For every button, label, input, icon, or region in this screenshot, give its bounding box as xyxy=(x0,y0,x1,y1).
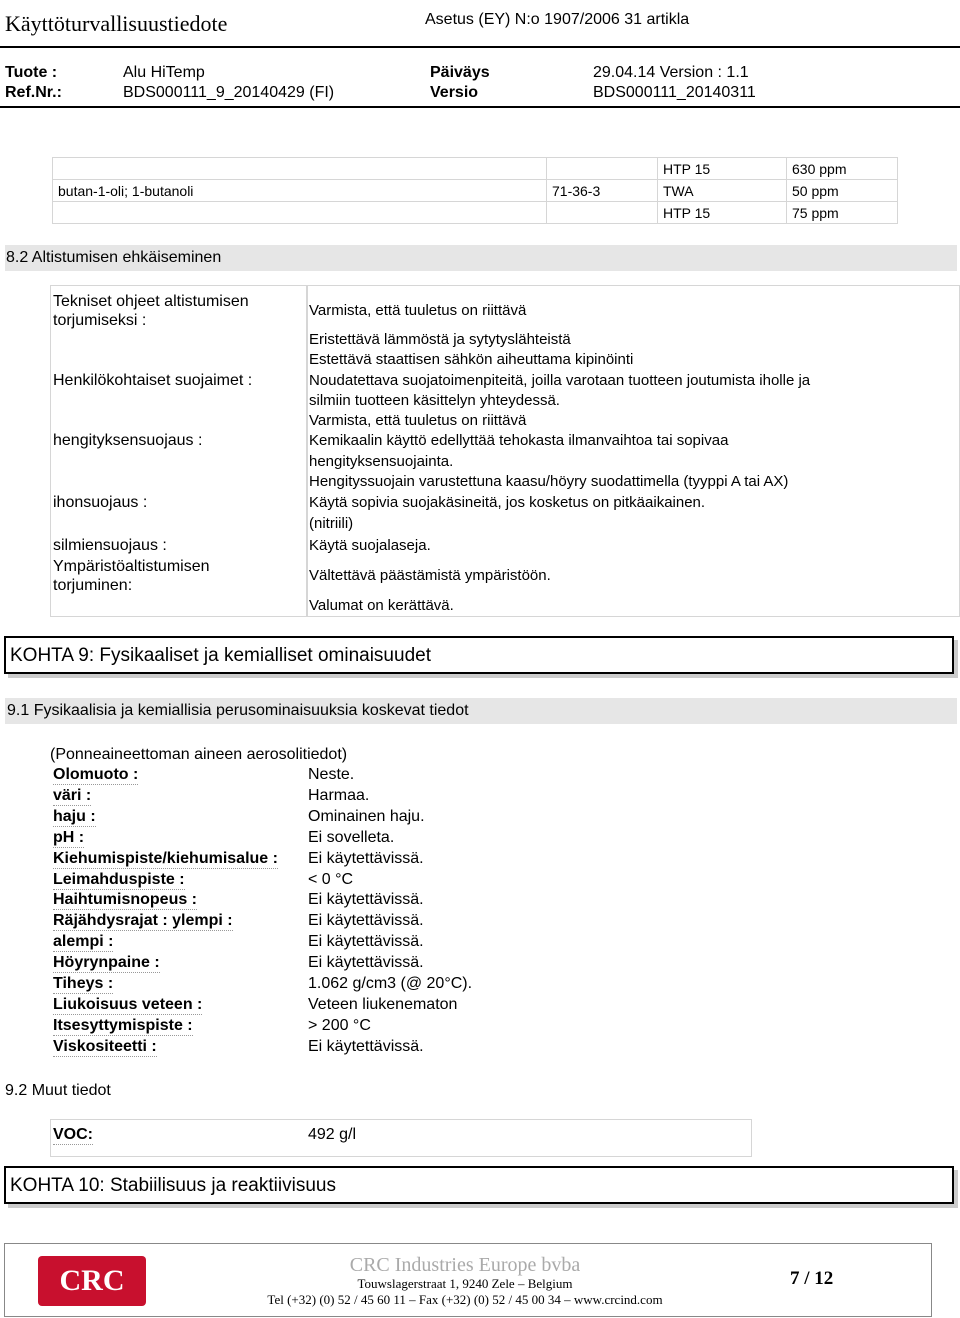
respiratory-protection-line: Kemikaalin käyttö edellyttää tehokasta ilmanvaihtoa tai sopivaa xyxy=(309,432,729,449)
voc-value: 492 g/l xyxy=(308,1126,357,1143)
personal-protection-label: Henkilökohtaiset suojaimet : xyxy=(53,372,253,389)
property-label: Olomuoto : xyxy=(53,766,139,783)
property-value: Ei käytettävissä. xyxy=(308,850,424,867)
substance-name-cell: butan-1-oli; 1-butanoli xyxy=(53,180,547,202)
eye-protection-label: silmiensuojaus : xyxy=(53,537,167,554)
technical-controls-value: Varmista, että tuuletus on riittävä xyxy=(309,302,527,319)
header-divider xyxy=(0,46,960,48)
table-row xyxy=(53,180,898,202)
logo-text: CRC xyxy=(59,1264,125,1297)
property-label: väri : xyxy=(53,787,92,804)
table-row xyxy=(53,202,898,224)
section-9-1-title: 9.1 Fysikaalisia ja kemiallisia perusominaisuuksia koskevat tiedot xyxy=(7,702,469,719)
section-9-2-title: 9.2 Muut tiedot xyxy=(5,1082,111,1099)
property-value: Ominainen haju. xyxy=(308,808,425,825)
ref-value: BDS000111_9_20140429 (FI) xyxy=(123,84,335,101)
personal-protection-line: silmiin tuotteen käsittelyn yhteydessä. xyxy=(309,392,560,409)
respiratory-protection-label: hengityksensuojaus : xyxy=(53,432,203,449)
property-value: Harmaa. xyxy=(308,787,370,804)
date-label: Päiväys xyxy=(430,64,490,81)
technical-controls-label: Tekniset ohjeet altistumisen torjumiseksi : xyxy=(53,293,249,329)
skin-protection-label: ihonsuojaus : xyxy=(53,494,148,511)
property-value: < 0 °C xyxy=(308,871,354,888)
property-value: Ei käytettävissä. xyxy=(308,1038,424,1055)
environmental-exposure-label: Ympäristöaltistumisen torjuminen: xyxy=(53,558,210,594)
product-value: Alu HiTemp xyxy=(123,64,205,81)
table-row xyxy=(53,158,898,180)
section-9-title: KOHTA 9: Fysikaaliset ja kemialliset ominaisuudet xyxy=(10,645,431,666)
limit-type-cell: TWA xyxy=(658,180,787,202)
property-label: Räjähdysrajat : ylempi : xyxy=(53,912,233,929)
cas-cell xyxy=(547,158,658,180)
cas-cell: 71-36-3 xyxy=(547,180,658,202)
limit-value-cell: 75 ppm xyxy=(787,202,898,224)
property-value: Ei käytettävissä. xyxy=(308,912,424,929)
limit-type-cell: HTP 15 xyxy=(658,158,787,180)
property-label: Tiheys : xyxy=(53,975,114,992)
crc-logo xyxy=(38,1256,146,1306)
property-value: Neste. xyxy=(308,766,355,783)
section-9-1-heading xyxy=(5,698,957,724)
property-label: haju : xyxy=(53,808,96,825)
voc-label: VOC: xyxy=(53,1126,93,1143)
date-value: 29.04.14 Version : 1.1 xyxy=(593,64,749,81)
substance-name-cell xyxy=(53,202,547,224)
section-10-title: KOHTA 10: Stabiilisuus ja reaktiivisuus xyxy=(10,1175,336,1196)
ref-label: Ref.Nr.: xyxy=(5,84,62,101)
property-value: > 200 °C xyxy=(308,1017,371,1034)
property-label: Viskositeetti : xyxy=(53,1038,157,1055)
property-value: Veteen liukenematon xyxy=(308,996,458,1013)
property-label: Haihtumisnopeus : xyxy=(53,891,198,908)
eye-protection-value: Käytä suojalaseja. xyxy=(309,537,431,554)
meta-divider xyxy=(0,106,960,108)
property-label: alempi : xyxy=(53,933,114,950)
property-value: Ei käytettävissä. xyxy=(308,954,424,971)
version-label: Versio xyxy=(430,84,479,101)
personal-protection-line: Varmista, että tuuletus on riittävä xyxy=(309,412,527,429)
version-value: BDS000111_20140311 xyxy=(593,84,756,101)
skin-protection-line: Käytä sopivia suojakäsineitä, jos kosketus on pitkäaikainen. xyxy=(309,494,706,511)
personal-protection-line: Eristettävä lämmöstä ja sytytyslähteistä xyxy=(309,331,571,348)
property-label: pH : xyxy=(53,829,85,846)
environmental-exposure-line: Valumat on kerättävä. xyxy=(309,597,454,614)
company-address xyxy=(200,1276,730,1308)
property-label: Itsesyttymispiste : xyxy=(53,1017,193,1034)
company-name: CRC Industries Europe bvba xyxy=(349,1254,581,1276)
personal-protection-line: Estettävä staattisen sähkön aiheuttama kipinöinti xyxy=(309,351,634,368)
regulation-reference: Asetus (EY) N:o 1907/2006 31 artikla xyxy=(425,11,690,28)
limit-type-cell: HTP 15 xyxy=(658,202,787,224)
respiratory-protection-line: Hengityssuojain varustettuna kaasu/höyry suodattimella (tyyppi A tai AX) xyxy=(309,473,789,490)
aerosol-note: (Ponneaineettoman aineen aerosolitiedot) xyxy=(50,746,348,763)
cas-cell xyxy=(547,202,658,224)
personal-protection-line: Noudatettava suojatoimenpiteitä, joilla varotaan tuotteen joutumista iholle ja xyxy=(309,372,811,389)
section-8-2-heading xyxy=(5,245,957,271)
skin-protection-line: (nitriili) xyxy=(309,515,354,532)
section-10-header xyxy=(4,1166,954,1204)
voc-box xyxy=(50,1119,752,1157)
section-8-2-title: 8.2 Altistumisen ehkäiseminen xyxy=(6,249,222,266)
property-label: Höyrynpaine : xyxy=(53,954,160,971)
property-value: Ei käytettävissä. xyxy=(308,933,424,950)
address-line: Touwslagerstraat 1, 9240 Zele – Belgium xyxy=(357,1276,573,1291)
property-label: Kiehumispiste/kiehumisalue : xyxy=(53,850,278,867)
limit-value-cell: 50 ppm xyxy=(787,180,898,202)
product-label: Tuote : xyxy=(5,64,58,81)
substance-name-cell xyxy=(53,158,547,180)
property-value: Ei käytettävissä. xyxy=(308,891,424,908)
property-value: 1.062 g/cm3 (@ 20°C). xyxy=(308,975,473,992)
limit-value-cell: 630 ppm xyxy=(787,158,898,180)
property-label: Leimahduspiste : xyxy=(53,871,185,888)
section-9-header xyxy=(4,636,954,674)
property-label: Liukoisuus veteen : xyxy=(53,996,203,1013)
property-value: Ei sovelleta. xyxy=(308,829,395,846)
contact-line: Tel (+32) (0) 52 / 45 60 11 – Fax (+32) (0) 52 / 45 00 34 – www.crcind.com xyxy=(267,1292,663,1307)
exposure-limits-table xyxy=(52,157,898,224)
document-title: Käyttöturvallisuustiedote xyxy=(5,11,228,36)
respiratory-protection-line: hengityksensuojainta. xyxy=(309,453,454,470)
page-number: 7 / 12 xyxy=(790,1268,834,1289)
environmental-exposure-line: Vältettävä päästämistä ympäristöön. xyxy=(309,567,551,584)
